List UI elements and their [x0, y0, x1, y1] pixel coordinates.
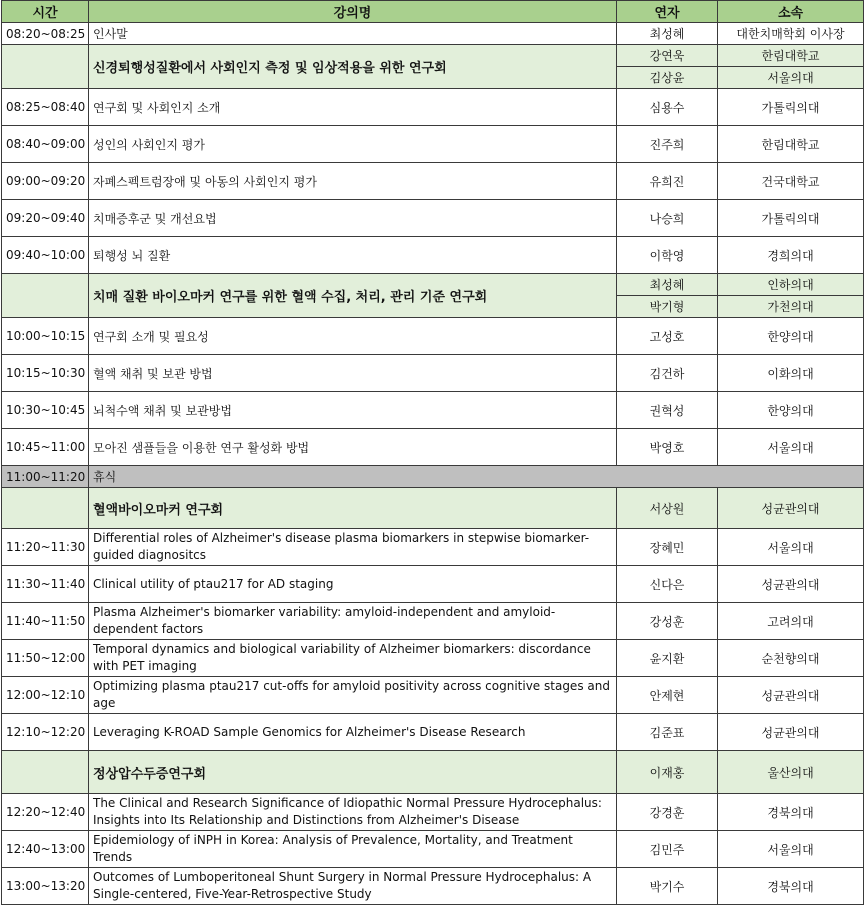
header-lecture: 강의명 — [89, 1, 617, 23]
table-row — [2, 640, 864, 677]
speaker-name: 김준표 — [617, 714, 718, 751]
speaker-name: 박기수 — [617, 868, 718, 905]
affiliation: 성균관의대 — [718, 566, 864, 603]
lecture-title: 인사말 — [89, 23, 617, 45]
time-cell: 12:10~12:20 — [2, 714, 89, 751]
table-row — [2, 677, 864, 714]
speaker-name: 고성호 — [617, 318, 718, 355]
break-label: 휴식 — [89, 466, 864, 488]
affiliation: 가톨릭의대 — [718, 200, 864, 237]
chair-name: 강연욱 — [617, 45, 718, 67]
header-time: 시간 — [2, 1, 89, 23]
section-row — [2, 751, 864, 794]
time-cell: 11:30~11:40 — [2, 566, 89, 603]
lecture-title: 모아진 샘플들을 이용한 연구 활성화 방법 — [89, 429, 617, 466]
header-affiliation: 소속 — [718, 1, 864, 23]
table-row — [2, 89, 864, 126]
chair-affiliation: 서울의대 — [718, 67, 864, 89]
lecture-title: Clinical utility of ptau217 for AD staging — [89, 566, 617, 603]
speaker-name: 윤지환 — [617, 640, 718, 677]
speaker-name: 장혜민 — [617, 529, 718, 566]
section-title: 혈액바이오마커 연구회 — [89, 488, 617, 529]
time-cell: 09:00~09:20 — [2, 163, 89, 200]
table-row — [2, 126, 864, 163]
chair-name: 이재홍 — [617, 751, 718, 794]
time-cell: 08:40~09:00 — [2, 126, 89, 163]
lecture-title: Differential roles of Alzheimer's disease plasma biomarkers in stepwise biomarker-guided diagnositcs — [89, 529, 617, 566]
speaker-name: 유희진 — [617, 163, 718, 200]
header-row — [2, 1, 864, 23]
time-cell: 12:00~12:10 — [2, 677, 89, 714]
lecture-title: 혈액 채취 및 보관 방법 — [89, 355, 617, 392]
lecture-title: The Clinical and Research Significance of Idiopathic Normal Pressure Hydrocephalus: Insights into Its Relationship and Distinctions from Alzheimer's Disease — [89, 794, 617, 831]
chair-name: 김상윤 — [617, 67, 718, 89]
table-row — [2, 603, 864, 640]
affiliation: 순천향의대 — [718, 640, 864, 677]
table-row — [2, 868, 864, 905]
speaker-name: 권혁성 — [617, 392, 718, 429]
lecture-title: 연구회 및 사회인지 소개 — [89, 89, 617, 126]
speaker-name: 나승희 — [617, 200, 718, 237]
speaker-name: 강경훈 — [617, 794, 718, 831]
speaker-name: 박영호 — [617, 429, 718, 466]
table-row — [2, 318, 864, 355]
speaker-name: 진주희 — [617, 126, 718, 163]
time-cell: 10:15~10:30 — [2, 355, 89, 392]
chair-name: 최성혜 — [617, 274, 718, 296]
lecture-title: Plasma Alzheimer's biomarker variability: amyloid-independent and amyloid-dependent factors — [89, 603, 617, 640]
table-row — [2, 429, 864, 466]
lecture-title: 연구회 소개 및 필요성 — [89, 318, 617, 355]
time-cell: 12:20~12:40 — [2, 794, 89, 831]
time-cell: 10:45~11:00 — [2, 429, 89, 466]
chair-affiliation: 울산의대 — [718, 751, 864, 794]
lecture-title: 자폐스펙트럼장애 및 아동의 사회인지 평가 — [89, 163, 617, 200]
table-row — [2, 163, 864, 200]
speaker-name: 최성혜 — [617, 23, 718, 45]
time-cell: 10:30~10:45 — [2, 392, 89, 429]
affiliation: 서울의대 — [718, 831, 864, 868]
speaker-name: 이학영 — [617, 237, 718, 274]
section-title: 신경퇴행성질환에서 사회인지 측정 및 임상적용을 위한 연구회 — [89, 45, 617, 89]
speaker-name: 강성훈 — [617, 603, 718, 640]
section-time-cell — [2, 274, 89, 318]
affiliation: 서울의대 — [718, 429, 864, 466]
lecture-title: Optimizing plasma ptau217 cut-offs for amyloid positivity across cognitive stages and age — [89, 677, 617, 714]
lecture-title: 성인의 사회인지 평가 — [89, 126, 617, 163]
table-row — [2, 794, 864, 831]
lecture-title: 뇌척수액 채취 및 보관방법 — [89, 392, 617, 429]
section-row — [2, 274, 864, 296]
time-cell: 09:40~10:00 — [2, 237, 89, 274]
affiliation: 한양의대 — [718, 392, 864, 429]
table-row — [2, 566, 864, 603]
speaker-name: 김건하 — [617, 355, 718, 392]
chair-affiliation: 가천의대 — [718, 296, 864, 318]
time-cell: 08:20~08:25 — [2, 23, 89, 45]
time-cell: 13:00~13:20 — [2, 868, 89, 905]
speaker-name: 신다은 — [617, 566, 718, 603]
lecture-title: Leveraging K-ROAD Sample Genomics for Alzheimer's Disease Research — [89, 714, 617, 751]
affiliation: 대한치매학회 이사장 — [718, 23, 864, 45]
break-time: 11:00~11:20 — [2, 466, 89, 488]
time-cell: 12:40~13:00 — [2, 831, 89, 868]
table-row — [2, 355, 864, 392]
affiliation: 한림대학교 — [718, 126, 864, 163]
time-cell: 11:40~11:50 — [2, 603, 89, 640]
chair-name: 박기형 — [617, 296, 718, 318]
affiliation: 성균관의대 — [718, 714, 864, 751]
affiliation: 고려의대 — [718, 603, 864, 640]
section-time-cell — [2, 488, 89, 529]
break-row — [2, 466, 864, 488]
lecture-title: 치매증후군 및 개선요법 — [89, 200, 617, 237]
table-row — [2, 529, 864, 566]
lecture-title: Epidemiology of iNPH in Korea: Analysis of Prevalence, Mortality, and Treatment Trends — [89, 831, 617, 868]
table-row — [2, 23, 864, 45]
section-row — [2, 488, 864, 529]
affiliation: 가톨릭의대 — [718, 89, 864, 126]
table-row — [2, 237, 864, 274]
lecture-title: Temporal dynamics and biological variability of Alzheimer biomarkers: discordance with PET imaging — [89, 640, 617, 677]
time-cell: 10:00~10:15 — [2, 318, 89, 355]
table-row — [2, 714, 864, 751]
affiliation: 경희의대 — [718, 237, 864, 274]
table-row — [2, 200, 864, 237]
time-cell: 09:20~09:40 — [2, 200, 89, 237]
affiliation: 건국대학교 — [718, 163, 864, 200]
table-row — [2, 831, 864, 868]
speaker-name: 심용수 — [617, 89, 718, 126]
affiliation: 경북의대 — [718, 794, 864, 831]
schedule-table — [1, 0, 864, 905]
speaker-name: 김민주 — [617, 831, 718, 868]
chair-name: 서상원 — [617, 488, 718, 529]
affiliation: 한양의대 — [718, 318, 864, 355]
time-cell: 11:50~12:00 — [2, 640, 89, 677]
speaker-name: 안제현 — [617, 677, 718, 714]
header-speaker: 연자 — [617, 1, 718, 23]
time-cell: 08:25~08:40 — [2, 89, 89, 126]
section-time-cell — [2, 45, 89, 89]
chair-affiliation: 성균관의대 — [718, 488, 864, 529]
section-time-cell — [2, 751, 89, 794]
section-title: 정상압수두증연구회 — [89, 751, 617, 794]
section-title: 치매 질환 바이오마커 연구를 위한 혈액 수집, 처리, 관리 기준 연구회 — [89, 274, 617, 318]
lecture-title: 퇴행성 뇌 질환 — [89, 237, 617, 274]
time-cell: 11:20~11:30 — [2, 529, 89, 566]
table-row — [2, 392, 864, 429]
chair-affiliation: 한림대학교 — [718, 45, 864, 67]
chair-affiliation: 인하의대 — [718, 274, 864, 296]
affiliation: 이화의대 — [718, 355, 864, 392]
section-row — [2, 45, 864, 67]
lecture-title: Outcomes of Lumboperitoneal Shunt Surgery in Normal Pressure Hydrocephalus: A Single-centered, Five-Year-Retrospective Study — [89, 868, 617, 905]
affiliation: 서울의대 — [718, 529, 864, 566]
affiliation: 경북의대 — [718, 868, 864, 905]
affiliation: 성균관의대 — [718, 677, 864, 714]
